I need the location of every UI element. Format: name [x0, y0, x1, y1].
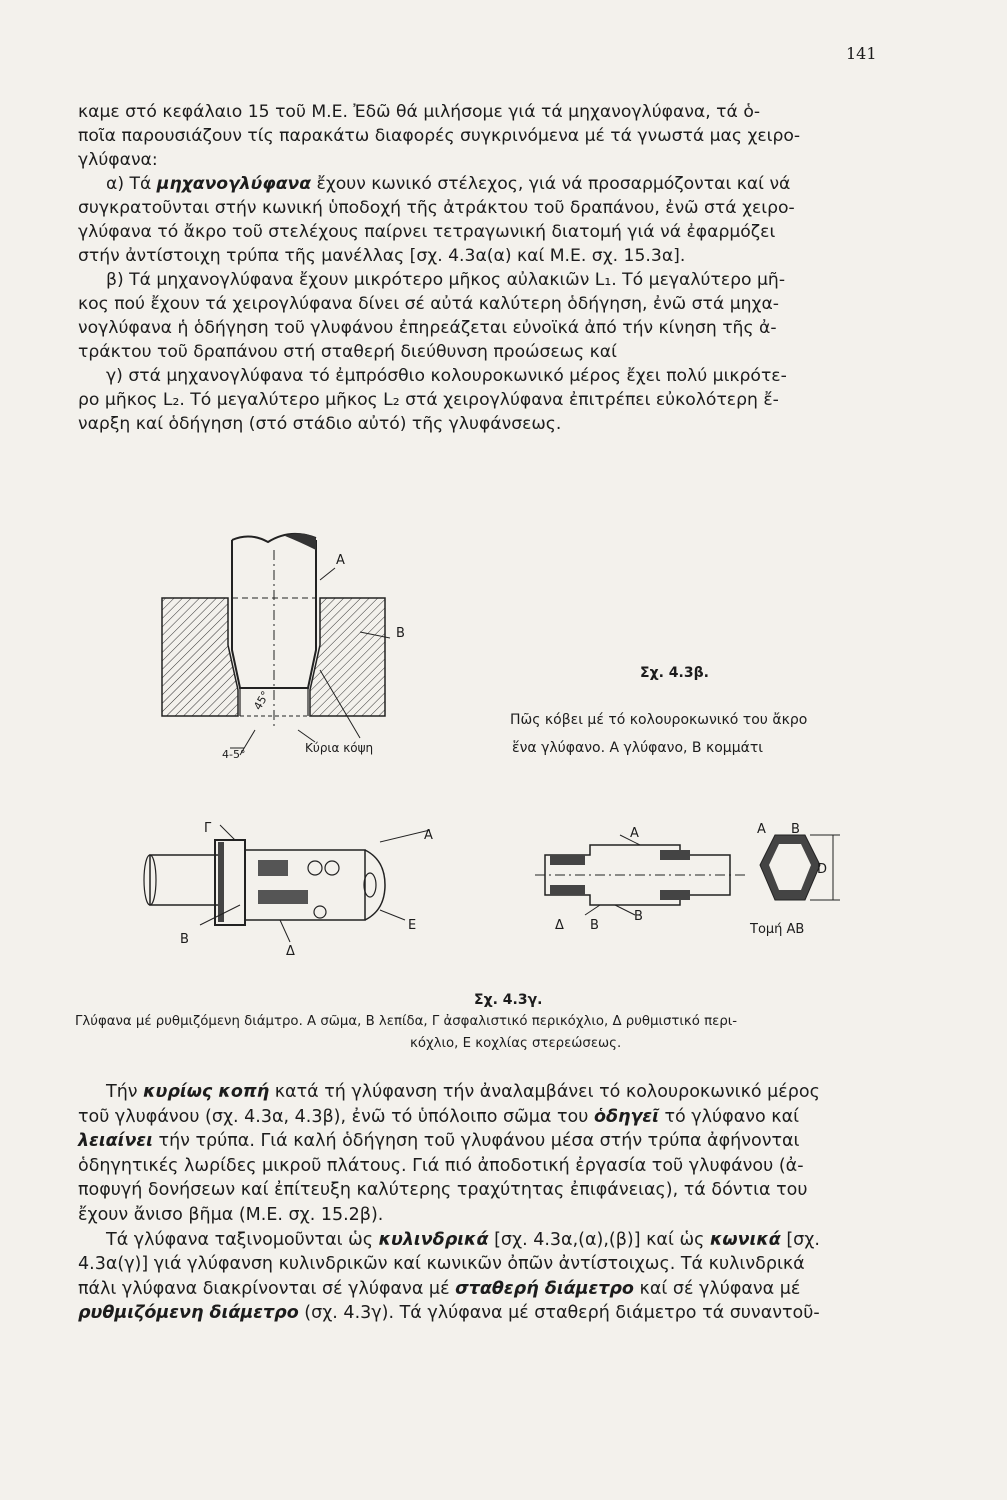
fig-g-left-label-e: Ε [408, 918, 417, 933]
fig-b-label-b: Β [396, 626, 405, 641]
item-a-pre: α) Τά [106, 174, 157, 194]
p2-l1-emphasis-1: κυλινδρικά [378, 1229, 489, 1250]
text-line: συγκρατοῦνται στήν κωνική ὑποδοχή τῆς ἀτράκτου τοῦ δραπάνου, ἐνῶ στά χειρο- [78, 198, 795, 218]
fig-g-mid-label-b: Β [590, 918, 599, 933]
text-line: ἔχουν ἄνισο βῆμα (Μ.Ε. σχ. 15.2β). [78, 1204, 384, 1225]
fig-g-mid-label-d: Δ [555, 918, 564, 933]
fig-g-left-label-a: Α [424, 828, 433, 843]
text-line: ναρξη καί ὁδήγηση (στό στάδιο αὐτό) τῆς γλυφάνσεως. [78, 414, 562, 434]
figure-4-3g-caption-line2: κόχλιο, Ε κοχλίας στερεώσεως. [410, 1036, 622, 1051]
text-line [78, 1129, 908, 1154]
item-a-post: ἔχουν κωνικό στέλεχος, γιά νά προσαρμόζονται καί νά [311, 174, 791, 194]
fig-b-angle-4-5: 4-5° [222, 748, 246, 761]
text-line [78, 1277, 908, 1302]
p2-l4-emphasis: ρυθμιζόμενη διάμετρο [78, 1303, 299, 1324]
p1-l2-post: τό γλύφανο καί [658, 1106, 800, 1127]
p1-l2-emphasis: ὁδηγεῖ [593, 1106, 659, 1127]
p1-l1-pre: Τήν [106, 1082, 144, 1102]
text-line: νογλύφανα ἡ ὁδήγηση τοῦ γλυφάνου ἐπηρεάζεται εὐνοϊκά ἀπό τήν κίνηση τῆς ἀ- [78, 318, 777, 338]
figure-4-3b-caption-line1: Πῶς κόβει μέ τό κολουροκωνικό του ἄκρο [510, 712, 808, 728]
page-number: 141 [846, 44, 877, 63]
p2-l1-emphasis-2: κωνικά [709, 1229, 781, 1250]
text-line [78, 1228, 908, 1253]
text-line: στήν ἀντίστοιχη τρύπα τῆς μανέλλας [σχ. 4.3α(α) καί Μ.Ε. σχ. 15.3α]. [78, 246, 686, 266]
text-line: ποφυγή δονήσεων καί ἐπίτευξη καλύτερης τραχύτητας ἐπιφάνειας), τά δόντια του [78, 1180, 808, 1201]
fig-g-section-label: Τομή ΑΒ [750, 922, 805, 937]
fig-g-right-label-b: Β [791, 822, 800, 837]
p2-l1-mid: [σχ. 4.3α,(α),(β)] καί ὡς [488, 1229, 710, 1250]
p1-l2-pre: τοῦ γλυφάνου (σχ. 4.3α, 4.3β), ἐνῶ τό ὑπόλοιπο σῶμα του [78, 1106, 594, 1127]
text-line [78, 1105, 908, 1130]
fig-g-right-label-a: Α [757, 822, 766, 837]
p2-l1-pre: Τά γλύφανα ταξινομοῦνται ὡς [106, 1229, 379, 1250]
p1-l3-post: τήν τρύπα. Γιά καλή ὁδήγηση τοῦ γλυφάνου μέσα στήν τρύπα ἀφήνονται [152, 1131, 800, 1152]
top-text-block [78, 100, 908, 436]
p2-l3-emphasis: σταθερή διάμετρο [455, 1278, 634, 1299]
text-line: β) Τά μηχανογλύφανα ἔχουν μικρότερο μῆκος αὐλακιῶν L₁. Τό μεγαλύτερο μῆ- [106, 270, 786, 290]
fig-g-mid-label-a: Α [630, 826, 639, 841]
text-line: ὁδηγητικές λωρίδες μικροῦ πλάτους. Γιά πιό ἀποδοτική ἐργασία τοῦ γλυφάνου (ἀ- [78, 1155, 804, 1176]
figure-4-3b-drawing [150, 520, 450, 780]
workpiece-left [162, 598, 238, 716]
workpiece-right [310, 598, 385, 716]
fig-b-angle-45: 45° [251, 688, 273, 713]
text-line: γλύφανα: [78, 150, 158, 170]
text-line: 4.3α(γ)] γιά γλύφανση κυλινδρικῶν καί κωνικῶν ὀπῶν ἀντίστοιχως. Τά κυλινδρικά [78, 1254, 805, 1275]
fig-g-left-label-d: Δ [286, 944, 295, 959]
p2-l4-post: (σχ. 4.3γ). Τά γλύφανα μέ σταθερή διάμετρο τά συναντοῦ- [298, 1303, 820, 1324]
fig-g-left-label-g: Γ [204, 821, 212, 836]
p2-l1-post: [σχ. [780, 1229, 820, 1250]
p1-l1-post: κατά τή γλύφανση τήν ἀναλαμβάνει τό κολουροκωνικό μέρος [269, 1082, 820, 1102]
figure-4-3g-title: Σχ. 4.3γ. [474, 992, 543, 1008]
fig-g-left-label-b: Β [180, 932, 189, 947]
figure-4-3b-title: Σχ. 4.3β. [640, 665, 709, 681]
fig-g-mid-label-b2: Β [634, 909, 643, 924]
fig-b-main-edge-label: Κύρια κόψη [305, 741, 374, 755]
figure-4-3g-caption-line1: Γλύφανα μέ ρυθμιζόμενη διάμτρο. Α σῶμα, Β λεπίδα, Γ ἀσφαλιστικό περικόχλιο, Δ ρυθμιστικό περι- [75, 1014, 738, 1029]
fig-b-label-a: Α [336, 553, 345, 568]
text-line: ρο μῆκος L₂. Τό μεγαλύτερο μῆκος L₂ στά χειρογλύφανα ἐπιτρέπει εὐκολότερη ἔ- [78, 390, 779, 410]
text-line [78, 1301, 908, 1326]
text-line: τράκτου τοῦ δραπάνου στή σταθερή διεύθυνση προώσεως καί [78, 342, 617, 362]
figure-4-3b-caption-line2: ἕνα γλύφανο. Α γλύφανο, Β κομμάτι [512, 740, 764, 756]
p1-l1-emphasis: κυρίως κοπή [143, 1082, 270, 1102]
fig-g-right-label-d: D [817, 862, 828, 877]
text-line [78, 1080, 908, 1105]
text-line: γ) στά μηχανογλύφανα τό ἐμπρόσθιο κολουροκωνικό μέρος ἔχει πολύ μικρότε- [106, 366, 787, 386]
figure-4-3g-section-drawing [745, 830, 850, 920]
p1-l3-emphasis: λειαίνει [78, 1131, 153, 1152]
text-line: καμε στό κεφάλαιο 15 τοῦ Μ.Ε. Ἐδῶ θά μιλήσομε γιά τά μηχανογλύφανα, τά ὁ- [78, 102, 761, 122]
item-a-line [78, 172, 908, 196]
text-line: γλύφανα τό ἄκρο τοῦ στελέχους παίρνει τετραγωνική διατομή γιά νά ἐφαρμόζει [78, 222, 776, 242]
p2-l3-post: καί σέ γλύφανα μέ [633, 1278, 801, 1299]
bottom-text-block [78, 1080, 908, 1326]
figure-4-3g-left-drawing [140, 820, 430, 950]
text-line: κος πού ἔχουν τά χειρογλύφανα δίνει σέ αὐτά καλύτερη ὁδήγηση, ἐνῶ στά μηχα- [78, 294, 779, 314]
text-line: ποῖα παρουσιάζουν τίς παρακάτω διαφορές συγκρινόμενα μέ τά γνωστά μας χειρο- [78, 126, 801, 146]
item-a-emphasis: μηχανογλύφανα [156, 174, 312, 194]
p2-l3-pre: πάλι γλύφανα διακρίνονται σέ γλύφανα μέ [78, 1278, 456, 1299]
